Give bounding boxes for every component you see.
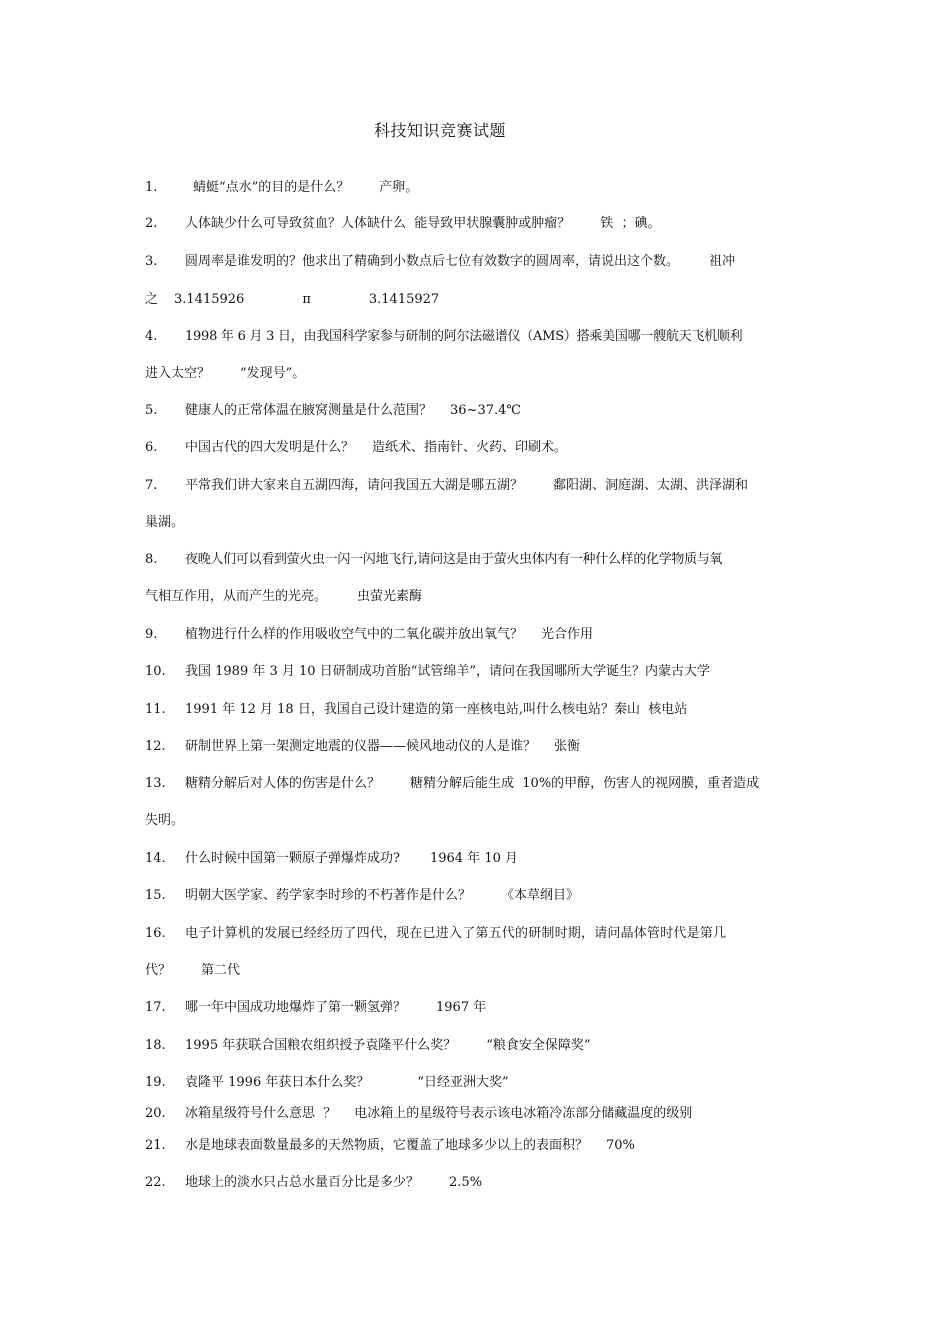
list-item bbox=[145, 926, 810, 942]
question-text: 什么时候中国第一颗原子弹爆炸成功? bbox=[185, 851, 400, 866]
item-number: 22. bbox=[145, 1175, 166, 1190]
list-item bbox=[145, 888, 810, 904]
item-number: 16. bbox=[145, 926, 166, 941]
item-number: 17. bbox=[145, 1000, 166, 1015]
question-text: 夜晚人们可以看到萤火虫一闪一闪地飞行,请问这是由于萤火虫体内有一种什么样的化学物质与氧 bbox=[185, 552, 723, 567]
item-number: 2. bbox=[145, 216, 158, 231]
answer-text: 铁 ；碘。 bbox=[600, 216, 661, 231]
question-text: 蜻蜓“点水”的目的是什么？ bbox=[193, 180, 350, 195]
question-text: 明朝大医学家、药学家李时珍的不朽著作是什么？ bbox=[185, 888, 472, 903]
item-number: 3. bbox=[145, 254, 158, 269]
item-number: 9. bbox=[145, 627, 158, 642]
item-number: 11. bbox=[145, 702, 166, 717]
list-item-continuation bbox=[145, 366, 810, 382]
question-text: 1995 年获联合国粮农组织授予袁隆平什么奖？ bbox=[185, 1038, 457, 1053]
question-text: 地球上的淡水只占总水量百分比是多少？ bbox=[185, 1175, 420, 1190]
list-item bbox=[145, 1106, 810, 1122]
list-item bbox=[145, 627, 810, 643]
item-number: 14. bbox=[145, 851, 166, 866]
list-item bbox=[145, 254, 810, 270]
list-item bbox=[145, 1038, 810, 1054]
list-item bbox=[145, 1000, 810, 1016]
answer-text: 《本草纲目》 bbox=[501, 888, 580, 903]
item-number: 1. bbox=[145, 180, 158, 195]
answer-text: “粮食安全保障奖” bbox=[486, 1038, 591, 1053]
list-item bbox=[145, 552, 810, 568]
list-item-continuation bbox=[145, 813, 810, 829]
question-text: 水是地球表面数量最多的天然物质，它覆盖了地球多少以上的表面积？ bbox=[185, 1138, 589, 1153]
list-item bbox=[145, 702, 810, 718]
answer-text: 2.5% bbox=[449, 1175, 483, 1190]
question-text: 冰箱星级符号什么意思 ？ bbox=[185, 1106, 337, 1121]
list-item bbox=[145, 776, 810, 792]
list-item bbox=[145, 478, 810, 494]
list-item bbox=[145, 851, 810, 867]
question-text: 1998 年 6 月 3 日，由我国科学家参与研制的阿尔法磁谱仪（AMS）搭乘美国哪一艘航天飞机顺利 bbox=[185, 329, 743, 344]
answer-text: 3.1415927 bbox=[368, 292, 440, 307]
item-number: 15. bbox=[145, 888, 166, 903]
answer-text: 虫萤光素酶 bbox=[357, 589, 423, 604]
question-text: 进入太空？ bbox=[145, 366, 211, 381]
answer-text: 36~37.4℃ bbox=[450, 403, 521, 418]
item-number: 10. bbox=[145, 664, 166, 679]
item-number: 20. bbox=[145, 1106, 166, 1121]
list-item bbox=[145, 329, 810, 345]
question-text: 中国古代的四大发明是什么？ bbox=[185, 440, 355, 455]
list-item bbox=[145, 1138, 810, 1154]
page-title: 科技知识竞赛试题 bbox=[373, 121, 506, 140]
question-text: 人体缺少什么可导致贫血？人体缺什么 能导致甲状腺囊肿或肿瘤？ bbox=[185, 216, 571, 231]
answer-text: 1967 年 bbox=[436, 1000, 487, 1015]
list-item bbox=[145, 664, 810, 680]
answer-text: 第二代 bbox=[201, 963, 241, 978]
answer-text: 光合作用 bbox=[541, 627, 594, 642]
answer-text: 张衡 bbox=[554, 739, 581, 754]
question-text: 圆周率是谁发明的？他求出了精确到小数点后七位有效数字的圆周率，请说出这个数。 bbox=[185, 254, 680, 269]
question-text: 植物进行什么样的作用吸收空气中的二氧化碳并放出氧气？ bbox=[185, 627, 524, 642]
list-item-continuation bbox=[145, 589, 810, 605]
item-number: 8. bbox=[145, 552, 158, 567]
answer-text: 巢湖。 bbox=[145, 515, 185, 530]
answer-text: 鄱阳湖、洞庭湖、太湖、洪泽湖和 bbox=[553, 478, 749, 493]
item-number: 5. bbox=[145, 403, 158, 418]
question-text: 健康人的正常体温在腋窝测量是什么范围？ bbox=[185, 403, 433, 418]
list-item bbox=[145, 739, 810, 755]
list-item bbox=[145, 440, 810, 456]
question-text: 糖精分解后对人体的伤害是什么？ bbox=[185, 776, 381, 791]
answer-text: 3.1415926 bbox=[174, 292, 245, 307]
question-text: 袁隆平 1996 年获日本什么奖？ bbox=[185, 1075, 370, 1090]
item-number: 12. bbox=[145, 739, 166, 754]
answer-text: “发现号”。 bbox=[240, 366, 306, 381]
list-item bbox=[145, 1175, 810, 1191]
question-text: 哪一年中国成功地爆炸了第一颗氢弹？ bbox=[185, 1000, 407, 1015]
item-number: 7. bbox=[145, 478, 158, 493]
answer-text: 1964 年 10 月 bbox=[429, 851, 519, 866]
question-text: 电子计算机的发展已经经历了四代，现在已进入了第五代的研制时期，请问晶体管时代是第几 bbox=[185, 926, 727, 941]
answer-text: 失明。 bbox=[145, 813, 185, 828]
question-text: 平常我们讲大家来自五湖四海，请问我国五大湖是哪五湖？ bbox=[185, 478, 524, 493]
answer-text: 内蒙古大学 bbox=[644, 664, 710, 679]
item-number: 21. bbox=[145, 1138, 166, 1153]
question-text: 1991 年 12 月 18 日，我国自己设计建造的第一座核电站,叫什么核电站？ bbox=[185, 702, 614, 717]
question-text: 代？ bbox=[145, 963, 172, 978]
list-item-continuation bbox=[145, 515, 810, 531]
item-number: 4. bbox=[145, 329, 158, 344]
list-item bbox=[145, 403, 810, 419]
answer-text: “日经亚洲大奖” bbox=[417, 1075, 509, 1090]
answer-text: 之 bbox=[145, 292, 159, 307]
list-item bbox=[145, 216, 810, 232]
answer-text: 产卵。 bbox=[379, 180, 419, 195]
list-item bbox=[145, 180, 810, 196]
list-item-continuation bbox=[145, 963, 810, 979]
item-number: 13. bbox=[145, 776, 166, 791]
item-number: 19. bbox=[145, 1075, 166, 1090]
question-text: 气相互作用，从而产生的光亮。 bbox=[145, 589, 328, 604]
list-item-continuation bbox=[145, 292, 810, 308]
list-item bbox=[145, 1075, 810, 1091]
answer-text: 秦山 核电站 bbox=[613, 702, 688, 717]
item-number: 6. bbox=[145, 440, 158, 455]
answer-text: 电冰箱上的星级符号表示该电冰箱冷冻部分储藏温度的级别 bbox=[354, 1106, 693, 1121]
answer-text: 糖精分解后能生成 10%的甲醇，伤害人的视网膜，重者造成 bbox=[410, 776, 760, 791]
answer-text: 祖冲 bbox=[709, 254, 736, 269]
question-text: 研制世界上第一架测定地震的仪器——候风地动仪的人是谁？ bbox=[185, 739, 537, 754]
answer-text: 70% bbox=[606, 1138, 635, 1153]
item-number: 18. bbox=[145, 1038, 166, 1053]
question-text: 我国 1989 年 3 月 10 日研制成功首胎“试管绵羊”，请问在我国哪所大学诞生？ bbox=[185, 664, 645, 679]
answer-text: 造纸术、指南针、火药、印刷术。 bbox=[372, 440, 568, 455]
answer-text: π bbox=[302, 292, 311, 307]
